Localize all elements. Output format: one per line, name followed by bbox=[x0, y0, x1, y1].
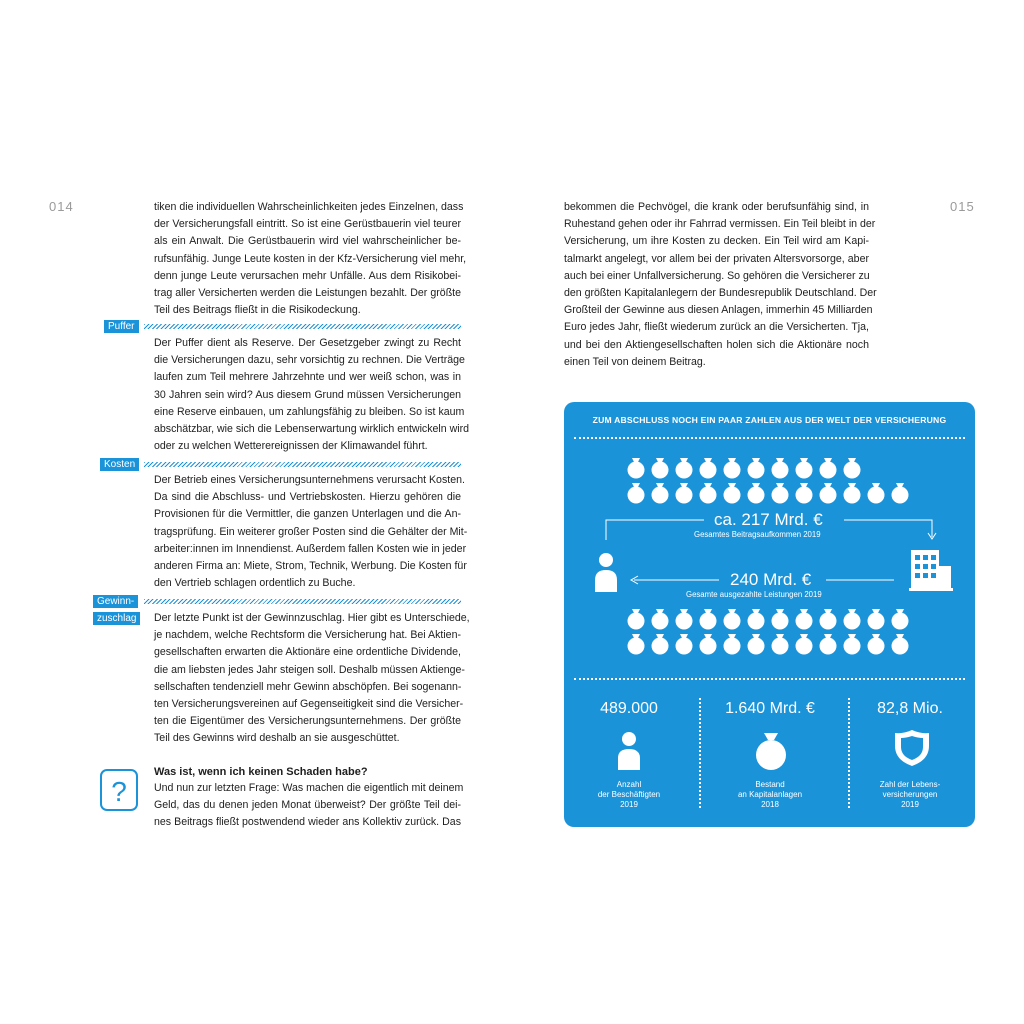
page-number-right: 015 bbox=[950, 199, 975, 214]
left-paragraph-3 bbox=[154, 472, 468, 592]
money-bag-icon bbox=[770, 633, 790, 655]
text-line: nes Beitrags fließt postwendend wieder ans Kollektiv zurück. Das bbox=[154, 816, 461, 829]
text-line: abschätzbar, wie sich die Lebenserwartung wirklich entwickeln wird bbox=[154, 423, 470, 436]
section-divider bbox=[144, 462, 461, 467]
stat-label-line: der Beschäftigten bbox=[597, 790, 661, 799]
text-line: talmarkt angelegt, vor allem bei der privaten Altersvorsorge, aber bbox=[564, 252, 869, 265]
money-bag-icon bbox=[818, 608, 838, 630]
money-bag-icon bbox=[890, 608, 910, 630]
left-paragraph-4 bbox=[154, 610, 470, 748]
premiums-value: ca. 217 Mrd. € bbox=[714, 510, 823, 529]
premiums-label: Gesamtes Beitragsaufkommen 2019 bbox=[694, 530, 821, 539]
text-line: Geld, das du denen jeden Monat überweist? Der größte Teil dei- bbox=[154, 799, 461, 812]
left-paragraph-5 bbox=[154, 780, 464, 832]
stat-label-line: an Kapitalanlagen bbox=[737, 790, 803, 799]
money-bag-icon bbox=[890, 633, 910, 655]
dotted-divider bbox=[574, 678, 965, 680]
money-bag-icon bbox=[746, 633, 766, 655]
money-bag-icon bbox=[698, 608, 718, 630]
stat-label-line: Anzahl bbox=[616, 780, 642, 789]
question-heading: Was ist, wenn ich keinen Schaden habe? bbox=[154, 766, 368, 778]
money-bag-icon bbox=[650, 633, 670, 655]
stat-label-line: Zahl der Lebens- bbox=[879, 780, 941, 789]
text-line: laufen zum Teil mehrere Jahrzehnte und wer weiß schon, was in bbox=[154, 371, 461, 384]
text-line: und bei den Aktiengesellschaften holen sich die Aktionäre noch bbox=[564, 338, 869, 351]
money-bag-icon bbox=[842, 608, 862, 630]
text-line: bekommen die Pechvögel, die krank oder berufsunfähig sind, in bbox=[564, 201, 869, 213]
benefits-label: Gesamte ausgezahlte Leistungen 2019 bbox=[686, 590, 822, 599]
text-line: eine Reserve einbauen, um zahlungsfähig zu bleiben. So ist kaum bbox=[154, 405, 465, 418]
left-paragraph-1 bbox=[154, 199, 467, 319]
premium-arrow bbox=[606, 520, 704, 540]
money-bag-icon bbox=[626, 633, 646, 655]
section-tag-zuschlag: zuschlag bbox=[93, 612, 140, 625]
money-bag-icon bbox=[818, 633, 838, 655]
text-line: den größten Kapitalanlegern der Bundesrepublik Deutschland. Der bbox=[564, 287, 877, 300]
section-divider bbox=[144, 599, 461, 604]
text-line: oder zu welchen Wetterereignissen der Klimawandel führt. bbox=[154, 440, 428, 453]
text-line: anderen Firma an: Miete, Strom, Technik, Werbung. Die Kosten für bbox=[154, 560, 467, 573]
text-line: Der letzte Punkt ist der Gewinnzuschlag. Hier gibt es Unterschiede, bbox=[154, 612, 470, 624]
text-line: ten die Eigentümer des Versicherungsunternehmens. Der größte bbox=[154, 715, 461, 728]
text-line: denn junge Leute verursachen mehr Unfälle. Aus dem Risikobei- bbox=[154, 269, 461, 282]
text-line: Euro jedes Jahr, fließt wiederum zurück an die Versicherten. Tja, bbox=[564, 321, 869, 334]
question-icon: ? bbox=[100, 769, 138, 811]
vertical-dotted-divider bbox=[699, 698, 701, 808]
stat-policies-label bbox=[845, 780, 975, 810]
text-line: Großteil der Gewinne aus diesen Anlagen, immerhin 45 Milliarden bbox=[564, 304, 873, 317]
text-line: Und nun zur letzten Frage: Was machen die eigentlich mit deinem bbox=[154, 782, 464, 794]
right-paragraph-1 bbox=[564, 199, 877, 371]
stat-employees-value: 489.000 bbox=[600, 700, 658, 717]
page-number-left: 014 bbox=[49, 199, 74, 214]
text-line: Da sind die Abschluss- und Vertriebskosten. Hierzu gehören die bbox=[154, 491, 461, 504]
text-line: Teil des Gewinns wird deshalb an sie ausgeschüttet. bbox=[154, 732, 400, 745]
section-tag-puffer: Puffer bbox=[104, 320, 139, 333]
person-icon bbox=[616, 732, 642, 770]
text-line: 30 Jahren sein wird? Aus diesem Grund müssen Versicherungen bbox=[154, 388, 461, 401]
infographic-panel bbox=[564, 402, 975, 827]
stat-capital-label bbox=[705, 780, 835, 810]
text-line: ten Versicherungsvereinen auf Gegenseitigkeit sind die Versicher- bbox=[154, 698, 464, 711]
text-line: als ein Anwalt. Die Gerüstbauerin wird viel wahrscheinlicher be- bbox=[154, 235, 461, 248]
text-line: der Versicherungsfall eintritt. So ist eine Gerüstbauerin viel teurer bbox=[154, 218, 461, 231]
money-bag-icon bbox=[626, 608, 646, 630]
text-line: die am liebsten jedes Jahr steigen soll. Deshalb müssen Aktienge- bbox=[154, 663, 465, 676]
text-line: einen Teil von deinem Beitrag. bbox=[564, 355, 706, 368]
text-line: Der Puffer dient als Reserve. Der Gesetzgeber zwingt zu Recht bbox=[154, 337, 461, 349]
text-line: Versicherung, um ihre Kosten zu decken. Ein Teil wird am Kapi- bbox=[564, 235, 869, 248]
money-bag-icon bbox=[753, 730, 789, 770]
text-line: tragsprüfung. Ein weiterer großer Posten sind die Gehälter der Mit- bbox=[154, 525, 468, 538]
text-line: sellschaften tendenziell mehr Gewinn abschöpfen. Bei sogenann- bbox=[154, 680, 462, 693]
stat-label-line: versicherungen bbox=[882, 790, 938, 799]
text-line: auch bei einer Unfallversicherung. So gehören die Versicherer zu bbox=[564, 269, 870, 282]
text-line: arbeiter:innen im Innendienst. Außerdem fallen Kosten wie in jeder bbox=[154, 542, 467, 555]
money-bag-icon bbox=[698, 633, 718, 655]
text-line: die Versicherungen dazu, sehr vorsichtig zu rechnen. Die Verträge bbox=[154, 354, 465, 367]
text-line: Teil des Beitrags fließt in die Risikodeckung. bbox=[154, 304, 361, 317]
benefits-value: 240 Mrd. € bbox=[730, 570, 812, 589]
stat-label-line: Bestand bbox=[755, 780, 785, 789]
stat-label-line: 2019 bbox=[901, 800, 919, 809]
text-line: rufsunfähig. Junge Leute kosten in der Kfz-Versicherung viel mehr, bbox=[154, 252, 467, 265]
money-bag-icon bbox=[722, 633, 742, 655]
stat-label-line: 2019 bbox=[620, 800, 638, 809]
money-bag-icon bbox=[746, 608, 766, 630]
stat-employees-label bbox=[564, 780, 694, 810]
money-bag-icon bbox=[674, 633, 694, 655]
text-line: Provisionen für die Vermittler, die ganzen Unterlagen und die An- bbox=[154, 508, 461, 521]
text-line: trag aller Versicherten werden die Leistungen bezahlt. Der größte bbox=[154, 287, 461, 300]
money-bag-icon bbox=[674, 608, 694, 630]
text-line: gesellschaften erwarten die Aktionäre eine ordentliche Dividende, bbox=[154, 646, 461, 659]
section-tag-gewinn: Gewinn- bbox=[93, 595, 138, 608]
shield-icon bbox=[893, 728, 931, 768]
money-bag-icon bbox=[866, 633, 886, 655]
money-bag-icon bbox=[722, 608, 742, 630]
money-bag-icon bbox=[794, 608, 814, 630]
building-icon bbox=[909, 548, 953, 592]
stat-policies-value: 82,8 Mio. bbox=[877, 700, 943, 717]
text-line: Ruhestand gehen oder ihr Fahrrad vermissen. Ein Teil bleibt in der bbox=[564, 218, 876, 231]
text-line: Der Betrieb eines Versicherungsunternehmens verursacht Kosten. bbox=[154, 474, 465, 486]
premium-arrow-right bbox=[844, 520, 932, 537]
infographic-title: ZUM ABSCHLUSS NOCH EIN PAAR ZAHLEN AUS DER WELT DER VERSICHERUNG bbox=[592, 415, 947, 425]
person-icon bbox=[592, 552, 620, 592]
money-bag-icon bbox=[866, 608, 886, 630]
section-divider bbox=[144, 324, 461, 329]
money-bag-icon bbox=[650, 608, 670, 630]
text-line: tiken die individuellen Wahrscheinlichkeiten jedes Einzelnen, dass bbox=[154, 201, 464, 213]
money-bag-icon bbox=[794, 633, 814, 655]
stat-label-line: 2018 bbox=[761, 800, 779, 809]
text-line: den Vertrieb schlagen ordentlich zu Buche. bbox=[154, 577, 356, 590]
money-bag-icon bbox=[842, 633, 862, 655]
left-paragraph-2 bbox=[154, 335, 470, 455]
money-bag-icon bbox=[770, 608, 790, 630]
section-tag-kosten: Kosten bbox=[100, 458, 139, 471]
stat-capital-value: 1.640 Mrd. € bbox=[725, 700, 815, 717]
text-line: je nachdem, welche Rechtsform die Versicherung hat. Bei Aktien- bbox=[154, 629, 461, 642]
